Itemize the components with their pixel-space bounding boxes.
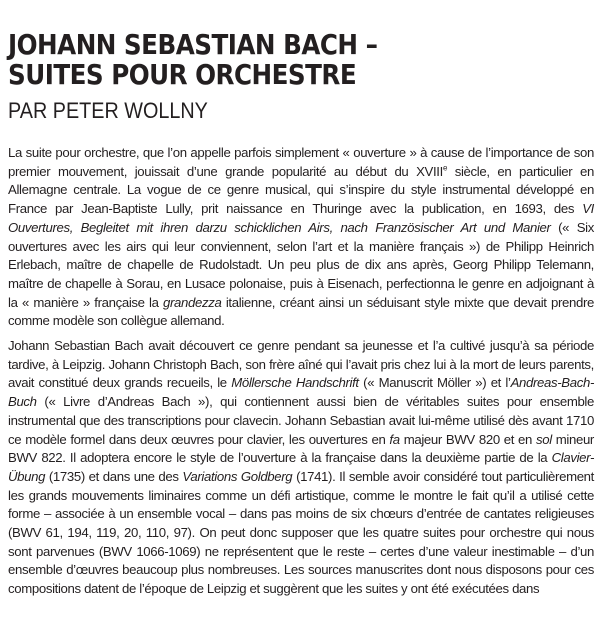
italic-key: sol bbox=[535, 431, 552, 447]
title-line-2: SUITES POUR ORCHESTRE bbox=[8, 58, 357, 91]
text-run: (« Six ouvertures avec les airs qui leur conviennent, selon l’art et la manière français ») de Philipp Heinrich Erlebach, maître de chapelle de Rudolstadt. Un peu plus de dix ans après, Georg Philipp Telemann, maître de chapelle à Sorau, en Lusace polonaise, puis à Eisenach, perfectionna le genre en adjoignant à la « manière » française la bbox=[8, 219, 594, 310]
text-run: (1741). Il semble avoir considéré tout particulièrement les grands mouvements liminaires comme un défi artistique, comme le montre le fait qu’il a utilisé cette forme – associée à un ensemble vocal – dans pas moins de six chœurs d’entrée de cantates religieuses (BWV 61, 194, 119, 20, 110, 97). On peut donc supposer que les quatre suites pour orchestre qui nous sont parvenues (BWV 1066-1069) ne représentent que le reste – certes d’une valeur inestimable – d’un ensemble d’œuvres beaucoup plus nombreuses. Les sources manuscrites dont nous disposons pour ces compositions datent de l’époque de Leipzig et suggèrent que les suites y ont été exécutées dans bbox=[8, 468, 594, 597]
page bbox=[8, 30, 594, 605]
text-run: italienne, créant ainsi un séduisant style mixte que devait prendre comme modèle son collègue allemand. bbox=[8, 294, 594, 329]
text-run: mineur BWV 822. Il adoptera encore le style de l’ouverture à la française dans la deuxième partie de la bbox=[8, 431, 594, 466]
text-run: (« Manuscrit Möller ») et l’ bbox=[358, 375, 511, 391]
text-run: majeur BWV 820 et en bbox=[399, 431, 536, 447]
text-run: (1735) et dans une des bbox=[45, 468, 183, 484]
italic-title: Variations Goldberg bbox=[182, 468, 293, 484]
italic-title: Möllersche Handschrift bbox=[231, 375, 359, 391]
page-title bbox=[8, 30, 594, 90]
text-run: Johann Sebastian Bach avait découvert ce genre pendant sa jeunesse et l’a cultivé jusqu’à sa période tardive, à Leipzig. Johann Christoph Bach, son frère aîné qui l’avait pris chez lui à la mort de leurs parents, avait constitué deux grands recueils, le bbox=[8, 338, 594, 391]
italic-title: VI Ouvertures, Begleitet mit ihren darzu schicklichen Airs, nach Französischer Art und Manier bbox=[8, 201, 594, 235]
article-body bbox=[8, 144, 594, 599]
superscript: e bbox=[442, 163, 448, 173]
italic-title: Andreas-Bach-Buch bbox=[8, 375, 594, 410]
paragraph-2 bbox=[8, 337, 594, 599]
paragraph-1 bbox=[8, 144, 594, 331]
author-subtitle: PAR PETER WOLLNY bbox=[8, 98, 208, 123]
text-run: siècle, en particulier en Allemagne centrale. La vogue de ce genre musical, qui s’inspire du style instrumental développé en France par Jean-Baptiste Lully, prit naissance en Thuringe avec la publication, en 1693, des bbox=[8, 163, 594, 217]
italic-key: fa bbox=[389, 431, 400, 447]
title-line-1: JOHANN SEBASTIAN BACH – bbox=[8, 28, 378, 61]
italic-term: grandezza bbox=[163, 294, 222, 310]
italic-title: Clavier-Übung bbox=[8, 450, 594, 484]
text-run: La suite pour orchestre, que l’on appelle parfois simplement « ouverture » à cause de l’importance de son premier mouvement, jouissait d’une grande popularité au début du XVIII bbox=[8, 145, 594, 179]
text-run: (« Livre d’Andreas Bach »), qui contiennent aussi bien de véritables suites pour ensemble instrumental que des transcriptions pour clavecin. Johann Sebastian avait lui-même utilisé dès avant 1710 ce modèle formel dans deux œuvres pour clavier, les ouvertures en bbox=[8, 394, 594, 447]
